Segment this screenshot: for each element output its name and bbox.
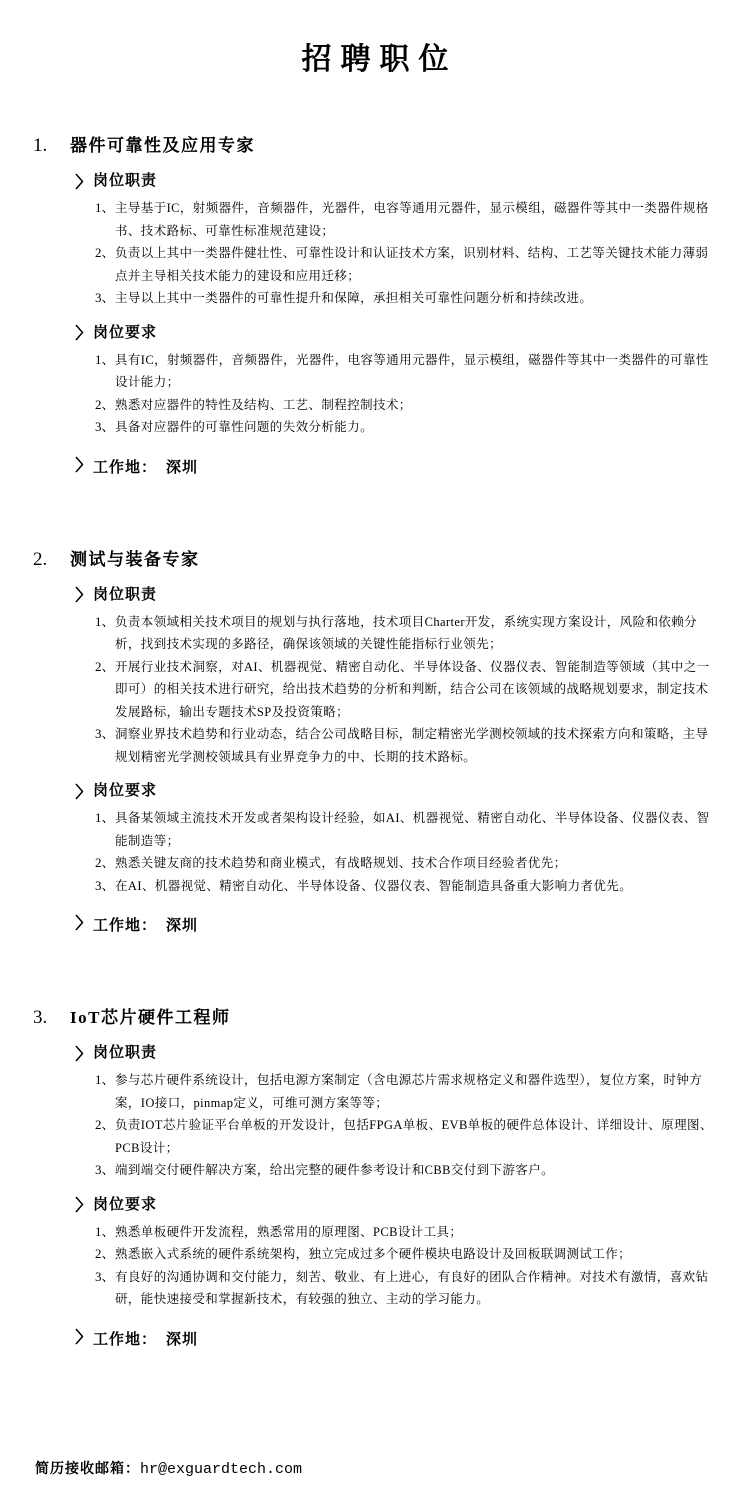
item-number: 2、 — [95, 1246, 115, 1261]
section-title: IoT芯片硬件工程师 — [70, 1008, 231, 1027]
block-heading-label: 岗位职责 — [93, 173, 158, 189]
item-number: 3、 — [95, 877, 115, 893]
list-item — [0, 1266, 750, 1311]
item-number: 2、 — [95, 245, 115, 260]
section-block — [0, 781, 750, 897]
item-text: 具有IC，射频器件，音频器件，光器件，电容等通用元器件，显示模组，磁器件等其中一类器件的可靠性设计能力； — [115, 352, 709, 389]
section-blocks — [0, 171, 750, 439]
block-heading — [0, 323, 750, 343]
items-list — [0, 349, 750, 439]
list-item — [0, 1069, 750, 1114]
list-item — [0, 611, 750, 656]
list-item — [0, 656, 750, 724]
item-text: 负责IOT芯片验证平台单板的开发设计，包括FPGA单板、EVB单板的硬件总体设计、详细设计、原理图、PCB设计； — [115, 1118, 713, 1155]
block-heading — [0, 1195, 750, 1215]
job-section-header — [0, 134, 750, 158]
chevron-right-icon — [75, 1196, 84, 1213]
list-item — [0, 875, 750, 898]
item-number: 1、 — [95, 1223, 115, 1239]
list-item — [0, 197, 750, 242]
items-list — [0, 807, 750, 897]
item-text: 负责以上其中一类器件健壮性、可靠性设计和认证技术方案，识别材料、结构、工艺等关键技术能力薄弱点并主导相关技术能力的建设和应用迁移； — [115, 246, 709, 283]
item-text: 具备对应器件的可靠性问题的失效分析能力。 — [115, 420, 374, 434]
items-list — [0, 611, 750, 769]
list-item — [0, 242, 750, 287]
item-text: 熟悉单板硬件开发流程，熟悉常用的原理图、PCB设计工具； — [115, 1224, 463, 1239]
list-item — [0, 723, 750, 768]
item-number: 2、 — [95, 396, 115, 412]
item-number: 3、 — [95, 726, 115, 741]
section-number: 2. — [33, 548, 48, 570]
section-title: 器件可靠性及应用专家 — [70, 136, 255, 155]
work-location-row — [0, 914, 750, 938]
chevron-slot — [75, 914, 84, 938]
items-list — [0, 197, 750, 310]
items-list — [0, 1221, 750, 1311]
page-title: 招聘职位 — [301, 43, 458, 76]
work-location-value: 深圳 — [166, 918, 199, 934]
item-number: 2、 — [95, 855, 115, 870]
section-blocks — [0, 1043, 750, 1311]
list-item — [0, 1159, 750, 1182]
job-section — [0, 548, 750, 939]
job-section — [0, 134, 750, 480]
work-location-label: 工作地： — [93, 918, 158, 934]
section-block — [0, 585, 750, 769]
chevron-right-icon — [75, 783, 84, 800]
work-location-value: 深圳 — [166, 459, 199, 476]
item-number: 1、 — [95, 1072, 115, 1087]
item-text: 负责本领域相关技术项目的规划与执行落地，技术项目Charter开发，系统实现方案设计，风险和依赖分析，找到技术实现的多路径，确保该领域的关键性能指标行业领先； — [115, 614, 698, 651]
block-heading — [0, 171, 750, 191]
item-text: 开展行业技术洞察，对AI、机器视觉、精密自动化、半导体设备、仪器仪表、智能制造等领域（其中之一即可）的相关技术进行研究，给出技术趋势的分析和判断，结合公司在该领域的战略规划要求，制定技术发展路标，输出专题技术SP及投资策略； — [115, 659, 710, 719]
list-item — [0, 416, 750, 439]
item-text: 熟悉嵌入式系统的硬件系统架构，独立完成过多个硬件模块电路设计及回板联调测试工作； — [115, 1247, 632, 1261]
list-item — [0, 1114, 750, 1159]
resume-email-row — [0, 1458, 750, 1478]
block-heading — [0, 781, 750, 801]
work-location-value: 深圳 — [166, 1331, 199, 1348]
work-location-row — [0, 456, 750, 480]
resume-email-address: hr@exguardtech.com — [140, 1460, 303, 1478]
list-item — [0, 287, 750, 310]
job-section — [0, 1006, 750, 1352]
item-number: 3、 — [95, 290, 115, 305]
item-text: 主导基于IC，射频器件，音频器件，光器件，电容等通用元器件，显示模组，磁器件等其中一类器件规格书、技术路标、可靠性标准规范建设； — [115, 201, 709, 238]
item-text: 主导以上其中一类器件的可靠性提升和保障，承担相关可靠性问题分析和持续改进。 — [115, 291, 593, 305]
item-number: 1、 — [95, 200, 115, 215]
chevron-right-icon — [75, 173, 84, 190]
section-block — [0, 1195, 750, 1311]
chevron-slot — [75, 1328, 84, 1352]
list-item — [0, 1243, 750, 1266]
item-number: 1、 — [95, 613, 115, 629]
block-heading-label: 岗位要求 — [93, 783, 158, 799]
item-text: 参与芯片硬件系统设计，包括电源方案制定（含电源芯片需求规格定义和器件选型），复位方案，时钟方案，IO接口，pinmap定义，可维可测方案等等； — [115, 1073, 703, 1110]
item-number: 1、 — [95, 810, 115, 825]
item-text: 熟悉对应器件的特性及结构、工艺、制程控制技术； — [115, 397, 412, 412]
item-text: 有良好的沟通协调和交付能力，刻苦、敬业、有上进心，有良好的团队合作精神。对技术有激情，喜欢钻研，能快速接受和掌握新技术，有较强的独立、主动的学习能力。 — [115, 1269, 709, 1306]
block-heading-label: 岗位职责 — [93, 586, 158, 603]
chevron-right-icon — [75, 1328, 84, 1345]
item-number: 3、 — [95, 419, 115, 434]
section-title: 测试与装备专家 — [70, 549, 200, 569]
job-section-header — [0, 548, 750, 572]
work-location-label: 工作地： — [93, 1331, 158, 1348]
item-number: 3、 — [95, 1268, 115, 1284]
item-number: 2、 — [95, 658, 115, 674]
sections-container — [0, 134, 750, 1352]
block-heading-label: 岗位要求 — [93, 1196, 158, 1213]
item-text: 端到端交付硬件解决方案，给出完整的硬件参考设计和CBB交付到下游客户。 — [115, 1163, 555, 1177]
list-item — [0, 807, 750, 852]
list-item — [0, 394, 750, 417]
section-block — [0, 323, 750, 439]
work-location-label: 工作地： — [93, 459, 158, 476]
item-text: 洞察业界技术趋势和行业动态，结合公司战略目标，制定精密光学测校领域的技术探索方向和策略，主导规划精密光学测校领域具有业界竞争力的中、长期的技术路标。 — [115, 727, 709, 764]
items-list — [0, 1069, 750, 1182]
chevron-slot — [75, 456, 84, 480]
chevron-right-icon — [75, 324, 84, 341]
section-number: 1. — [33, 135, 48, 156]
chevron-right-icon — [75, 456, 84, 473]
section-blocks — [0, 585, 750, 898]
block-heading-label: 岗位职责 — [93, 1045, 158, 1061]
item-text: 熟悉关键友商的技术趋势和商业模式，有战略规划、技术合作项目经验者优先； — [115, 856, 567, 870]
item-number: 2、 — [95, 1117, 115, 1132]
list-item — [0, 1221, 750, 1244]
block-heading-label: 岗位要求 — [93, 324, 158, 341]
resume-email-label: 简历接收邮箱： — [35, 1461, 140, 1477]
item-number: 3、 — [95, 1162, 115, 1177]
chevron-right-icon — [75, 586, 84, 603]
list-item — [0, 852, 750, 875]
section-block — [0, 171, 750, 310]
list-item — [0, 349, 750, 394]
chevron-right-icon — [75, 1045, 84, 1062]
item-number: 1、 — [95, 351, 115, 367]
block-heading — [0, 585, 750, 605]
job-section-header — [0, 1006, 750, 1030]
item-text: 在AI、机器视觉、精密自动化、半导体设备、仪器仪表、智能制造具备重大影响力者优先。 — [115, 878, 633, 893]
chevron-right-icon — [75, 914, 84, 931]
section-number: 3. — [33, 1007, 48, 1028]
item-text: 具备某领域主流技术开发或者架构设计经验，如AI、机器视觉、精密自动化、半导体设备、仪器仪表、智能制造等； — [115, 811, 710, 848]
block-heading — [0, 1043, 750, 1063]
work-location-row — [0, 1328, 750, 1352]
section-block — [0, 1043, 750, 1182]
